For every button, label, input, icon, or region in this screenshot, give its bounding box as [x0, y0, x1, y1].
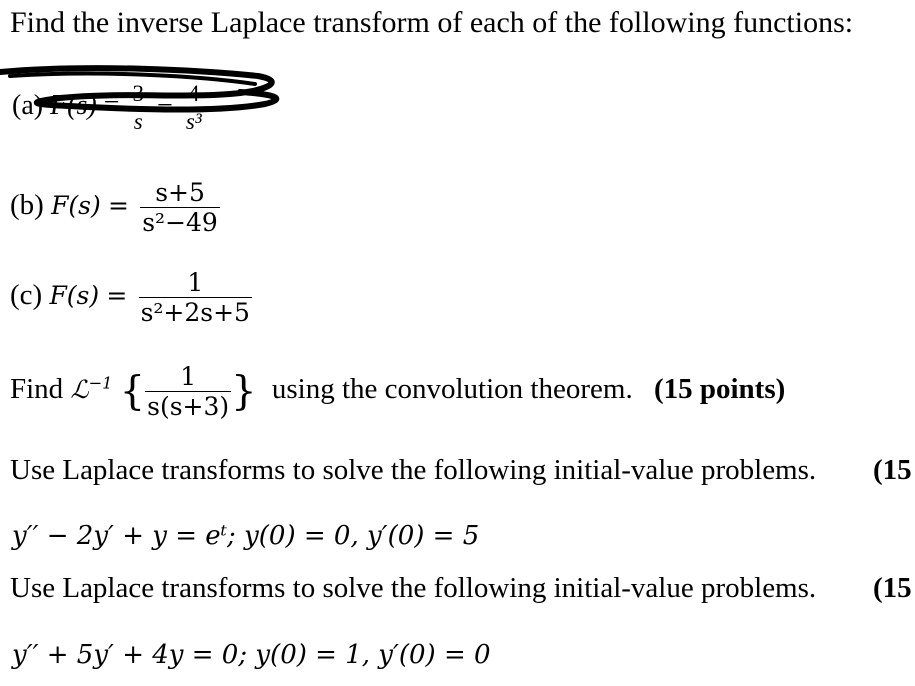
- q2-fraction: $\frac{1}{s(s+3)}$: [147, 362, 230, 421]
- q4-points: (15: [873, 572, 912, 604]
- q3-text: Use Laplace transforms to solve the following initial-value problems.: [10, 454, 817, 486]
- q1-heading: Find the inverse Laplace transform of each of the following functions:: [10, 6, 854, 39]
- q3-instruction: [10, 456, 816, 485]
- q2-points: (15 points): [653, 373, 786, 406]
- brace-close: }: [231, 368, 257, 415]
- laplace-operator: ℒ$^{-1}$: [70, 373, 113, 405]
- part-a-lhs: F(s): [50, 89, 97, 121]
- q2-prefix: Find: [10, 373, 64, 406]
- q1-part-c: [10, 270, 256, 325]
- part-c-fraction: $\frac{1}{\text{s²+2s+5}}$: [140, 268, 250, 327]
- q3-equation: y′′ − 2y′ + y = eᵗ; y(0) = 0, y′(0) = 5: [12, 521, 480, 551]
- part-a-term2: $\frac{4}{\text{s³}}$: [185, 81, 202, 134]
- q1-part-b: [10, 180, 224, 235]
- part-c-label: (c): [10, 279, 43, 312]
- q2-text: using the convolution theorem.: [271, 373, 633, 406]
- part-b-label: (b): [10, 189, 44, 222]
- part-a-op: −: [157, 89, 173, 121]
- part-a-eq: =: [103, 89, 120, 121]
- part-b-eq: =: [108, 191, 129, 221]
- part-c-lhs: F(s): [49, 281, 100, 311]
- q2-line: [10, 364, 785, 419]
- part-a-label: (a): [12, 89, 44, 121]
- part-a-term1: $\frac{3}{s}$: [132, 81, 145, 134]
- q4-instruction: [10, 574, 816, 603]
- brace-open: {: [119, 368, 146, 415]
- q4-text: Use Laplace transforms to solve the following initial-value problems.: [10, 572, 817, 604]
- part-b-fraction: $\frac{s+5}{\text{s²−49}}$: [142, 178, 218, 237]
- part-c-eq: =: [106, 281, 128, 311]
- q4-equation: y′′ + 5y′ + 4y = 0; y(0) = 1, y′(0) = 0: [12, 640, 491, 670]
- part-b-lhs: F(s): [51, 191, 101, 221]
- strikeout-scribble: [0, 62, 300, 132]
- q3-points: (15: [873, 454, 912, 486]
